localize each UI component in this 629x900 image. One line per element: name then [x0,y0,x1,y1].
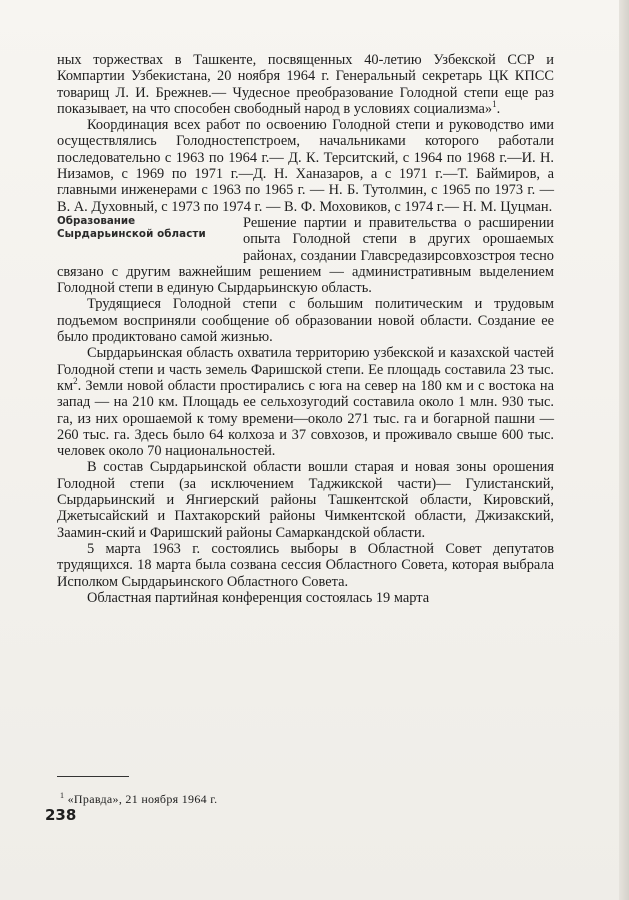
side-heading-line1: Образование [57,214,136,227]
side-heading-line2: Сырдарьинской области [57,228,206,241]
paragraph-elections: 5 марта 1963 г. состоялись выборы в Областной Совет депутатов трудящихся. 18 марта была созвана сессия Областного Совета, которая выбрала Исполком Сырдарьинского Областного Совета. [57,540,554,590]
paragraph-conference: Областная партийная конференция состоялась 19 марта [87,589,430,606]
footnote-reference: 1 [492,99,497,110]
side-heading [57,215,239,263]
main-text [57,52,554,606]
page-number: 238 [45,806,77,824]
page-edge [619,0,629,900]
footnote-text: «Правда», 21 ноября 1964 г. [67,792,218,806]
footnote-rule [57,776,129,777]
paragraph-districts: В состав Сырдарьинской области вошли старая и новая зоны орошения Голодной степи (за исключением Таджикской части)— Гулистанский, Сырдарьинский и Янгиерский районы Ташкентской области, Кировский, Джетысайский и Пахтакорский районы Чимкентской области, Джизакский, Заамин-ский и Фаришский районы Самаркандской области. [57,459,554,541]
paragraph-area: Сырдарьинская область охватила территорию узбекской и казахской частей Голодной степи и часть земель Фаришской степи. Ее площадь составила 23 тыс. $км^2$. Земли новой области простирались с юга на север на 180 км и с востока на запад — на 210 км. Площадь ее сельхозугодий составила около 1 млн. 930 тыс. га, из них орошаемой к тому времени—около 271 тыс. га и богарной пашни — 260 тыс. га. Здесь было 64 колхоза и 37 совхозов, и проживало свыше 600 тыс. человек около 70 национальностей. [57,345,554,460]
paragraph-coordination: Координация всех работ по освоению Голодной степи и руководство ими осуществлялись Голодностепстроем, начальниками которого работали последовательно с 1963 по 1964 г.— Д. К. Терситский, с 1964 по 1968 г.—И. Н. Низамов, с 1969 по 1971 г.—Д. Н. Ханазаров, а с 1971 г.—Т. Баймиров, а главными инженерами с 1963 по 1965 г. — Н. Б. Тутолмин, с 1965 по 1973 г. — В. А. Духовный, с 1973 по 1974 г. — В. Ф. Моховиков, с 1974 г.— Н. М. Цуцман. [57,117,554,215]
footnote [60,792,217,807]
footnote-mark: 1 [60,791,65,800]
square-km-superscript: 2 [73,376,78,387]
paragraph-workers: Трудящиеся Голодной степи с большим политическим и трудовым подъемом восприняли сообщение об образовании новой области. Создание ее было продиктовано самой жизнью. [57,296,554,346]
paragraph-decision: Решение партии и правительства о расширении опыта Голодной степи в других орошаемых районах, создании Главсредазирсовхозстроя тесно связано с другим важнейшим решением — административным выделением Голодной степи в единую Сырдарьинскую область. [57,214,554,297]
section-with-side-heading [57,215,554,296]
paragraph-continuation: ных торжествах в Ташкенте, посвященных 40-летию Узбекской ССР и Компартии Узбекистана, 20 ноября 1964 г. Генеральный секретарь ЦК КПСС товарищ Л. И. Брежнев.— Чудесное преобразование Голодной степи еще раз показывает, на что способен свободный народ в условиях социализма»$^1$. [57,52,554,117]
